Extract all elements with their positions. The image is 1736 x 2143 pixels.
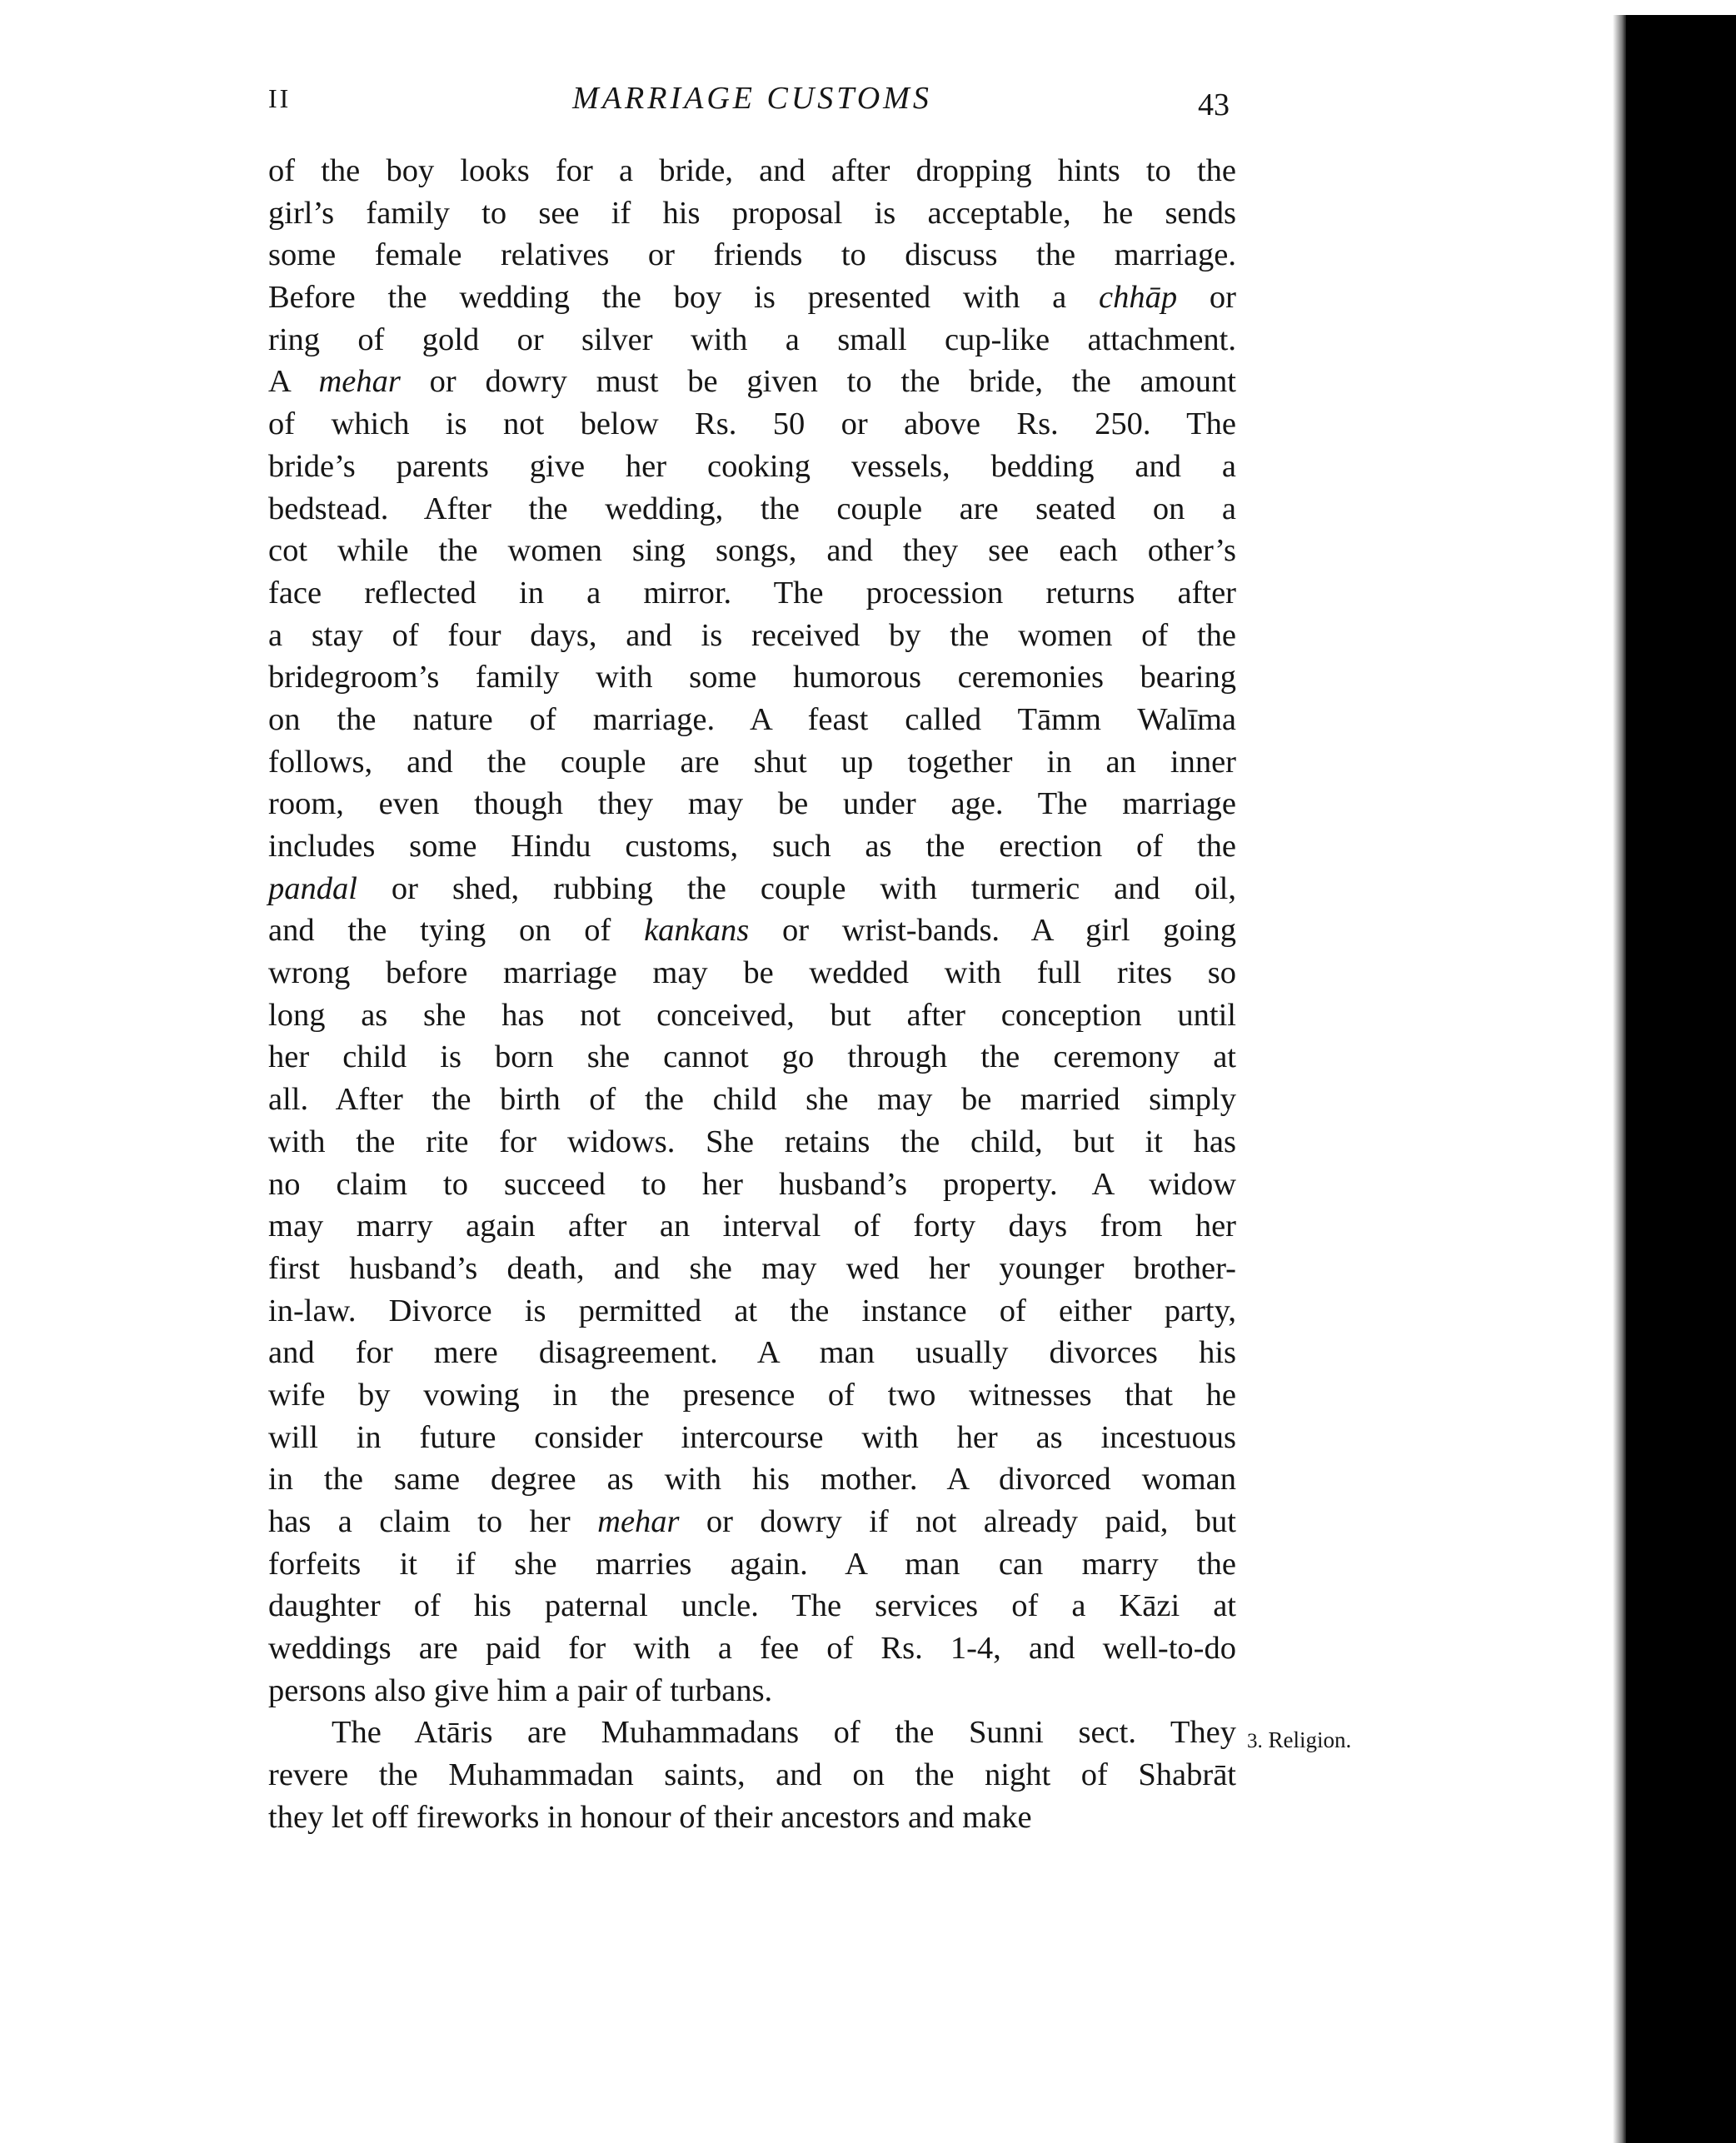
text-line: includes some Hindu customs, such as the erection of the	[268, 829, 1236, 864]
text-line: daughter of his paternal uncle. The services of a Kāzi at	[268, 1588, 1236, 1624]
text-line: may marry again after an interval of forty days from her	[268, 1209, 1236, 1244]
text-line: pandal or shed, rubbing the couple with turmeric and oil,	[268, 870, 1236, 906]
text-line: first husband’s death, and she may wed her younger brother-	[268, 1250, 1236, 1286]
text-line: of which is not below Rs. 50 or above Rs. 250. The	[268, 406, 1236, 442]
page-edge-shadow	[1613, 15, 1626, 2143]
text-line: a stay of four days, and is received by the women of the	[268, 617, 1236, 653]
text-line: in the same degree as with his mother. A divorced woman	[268, 1462, 1236, 1498]
text-line: and for mere disagreement. A man usually divorces his	[268, 1335, 1236, 1371]
text-line: Before the wedding the boy is presented with a chhāp or	[268, 280, 1236, 316]
text-line: they let off fireworks in honour of their ancestors and make	[268, 1799, 1032, 1835]
text-line: no claim to succeed to her husband’s property. A widow	[268, 1166, 1236, 1202]
page-number: 43	[1198, 87, 1230, 122]
text-line: long as she has not conceived, but after conception until	[268, 997, 1236, 1033]
text-line: girl’s family to see if his proposal is acceptable, he sends	[268, 195, 1236, 231]
chapter-numeral: II	[268, 83, 292, 113]
margin-note-text: Religion.	[1268, 1727, 1352, 1752]
text-line: on the nature of marriage. A feast called Tāmm Walīma	[268, 701, 1236, 737]
text-line: bride’s parents give her cooking vessels, bedding and a	[268, 448, 1236, 484]
text-line: and the tying on of kankans or wrist-bands. A girl going	[268, 913, 1236, 949]
text-line: A mehar or dowry must be given to the bride, the amount	[268, 364, 1237, 400]
text-line: wrong before marriage may be wedded with full rites so	[268, 955, 1236, 991]
text-line: revere the Muhammadan saints, and on the night of Shabrāt	[268, 1757, 1236, 1793]
text-line: persons also give him a pair of turbans.	[268, 1672, 773, 1708]
margin-note-religion	[1247, 1719, 1351, 1762]
text-line: wife by vowing in the presence of two witnesses that he	[268, 1377, 1236, 1413]
text-line: bridegroom’s family with some humorous ceremonies bearing	[268, 660, 1236, 695]
running-title: MARRIAGE CUSTOMS	[572, 81, 932, 116]
text-line: face reflected in a mirror. The procession returns after	[268, 575, 1236, 611]
margin-note-number: 3.	[1247, 1730, 1263, 1752]
text-line: has a claim to her mehar or dowry if not already paid, but	[268, 1504, 1237, 1539]
text-line: follows, and the couple are shut up together in an inner	[268, 744, 1236, 780]
text-line: will in future consider intercourse with her as incestuous	[268, 1419, 1236, 1455]
text-line: of the boy looks for a bride, and after dropping hints to the	[268, 153, 1236, 188]
running-header	[268, 83, 1236, 125]
text-line: bedstead. After the wedding, the couple are seated on a	[268, 491, 1236, 526]
page-edge-black-bar	[1626, 15, 1736, 2143]
body-text	[268, 150, 1236, 1839]
text-line: cot while the women sing songs, and they see each other’s	[268, 533, 1236, 569]
text-line: ring of gold or silver with a small cup-like attachment.	[268, 321, 1236, 357]
text-line: all. After the birth of the child she may be married simply	[268, 1082, 1236, 1118]
text-line: The Atāris are Muhammadans of the Sunni sect. They	[332, 1715, 1236, 1751]
text-line: some female relatives or friends to discuss the marriage.	[268, 237, 1236, 273]
text-line: in-law. Divorce is permitted at the instance of either party,	[268, 1293, 1236, 1328]
text-line: room, even though they may be under age. The marriage	[268, 786, 1236, 822]
text-line: weddings are paid for with a fee of Rs. 1-4, and well-to-do	[268, 1631, 1236, 1667]
text-line: forfeits it if she marries again. A man can marry the	[268, 1546, 1236, 1582]
text-line: with the rite for widows. She retains the child, but it has	[268, 1124, 1236, 1159]
text-line: her child is born she cannot go through the ceremony at	[268, 1039, 1236, 1075]
